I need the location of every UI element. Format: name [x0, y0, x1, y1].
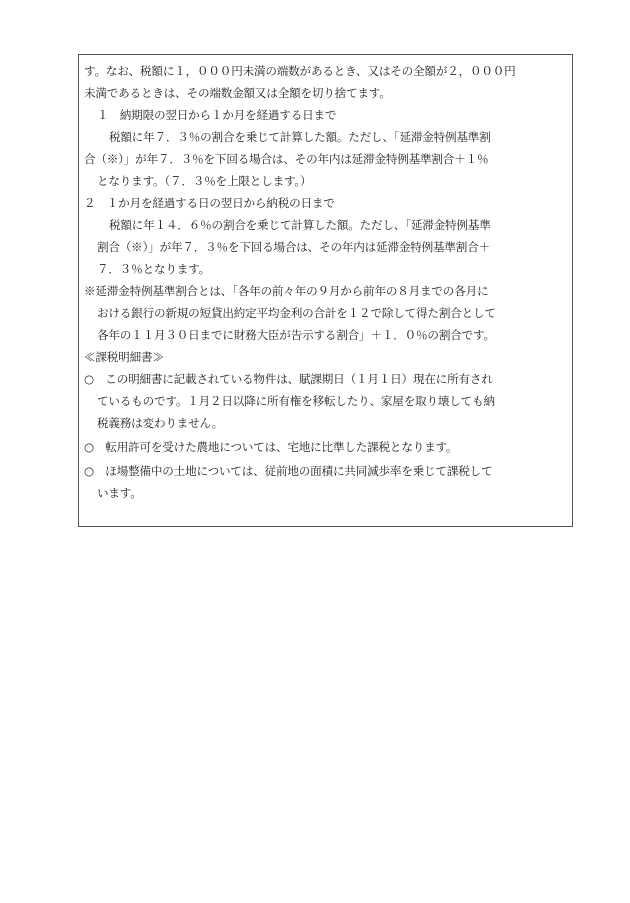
text-line: ２ １か月を経過する日の翌日から納税の日まで — [84, 196, 335, 210]
text-line: ○ ほ場整備中の土地については、従前地の面積に共同減歩率を乗じて課税して — [84, 464, 493, 478]
text-line: ※延滞金特例基準割合とは、「各年の前々年の９月から前年の８月までの各月に — [84, 284, 489, 298]
text-line: 税額に年７．３％の割合を乗じて計算した額。ただし、「延滞金特例基準割 — [109, 130, 491, 144]
text-line: おける銀行の新規の短貸出約定平均金利の合計を１２で除して得た割合として — [97, 306, 496, 320]
text-line: 税義務は変わりません。 — [97, 416, 224, 430]
text-line: ７．３％となります。 — [97, 262, 211, 276]
text-line: ているものです。１月２日以降に所有権を移転したり、家屋を取り壊しても納 — [97, 394, 495, 408]
text-line: ○ 転用許可を受けた農地については、宅地に比準した課税となります。 — [84, 440, 458, 454]
text-line: います。 — [97, 486, 142, 500]
text-line: ○ この明細書に記載されている物件は、賦課期日（１月１日）現在に所有され — [84, 372, 493, 386]
text-line: 各年の１１月３０日までに財務大臣が告示する割合」＋１．０％の割合です。 — [97, 328, 495, 342]
tax-notice-box — [78, 54, 573, 527]
text-line: 税額に年１４．６％の割合を乗じて計算した額。ただし、「延滞金特例基準 — [109, 218, 491, 232]
text-line: １ 納期限の翌日から１か月を経過する日まで — [97, 108, 337, 122]
text-line: 割合（※）」が年７．３％を下回る場合は、その年内は延滞金特例基準割合＋ — [97, 240, 490, 254]
text-line: となります。（７．３％を上限とします。） — [97, 174, 312, 188]
text-line: 未満であるときは、その端数金額又は全額を切り捨てます。 — [84, 86, 391, 100]
text-line: 合（※）」が年７．３％を下回る場合は、その年内は延滞金特例基準割合＋１％ — [84, 152, 489, 166]
section-heading: ≪課税明細書≫ — [84, 350, 164, 364]
text-line: す。なお、税額に１，０００円未満の端数があるとき、又はその全額が２，０００円 — [84, 64, 516, 78]
